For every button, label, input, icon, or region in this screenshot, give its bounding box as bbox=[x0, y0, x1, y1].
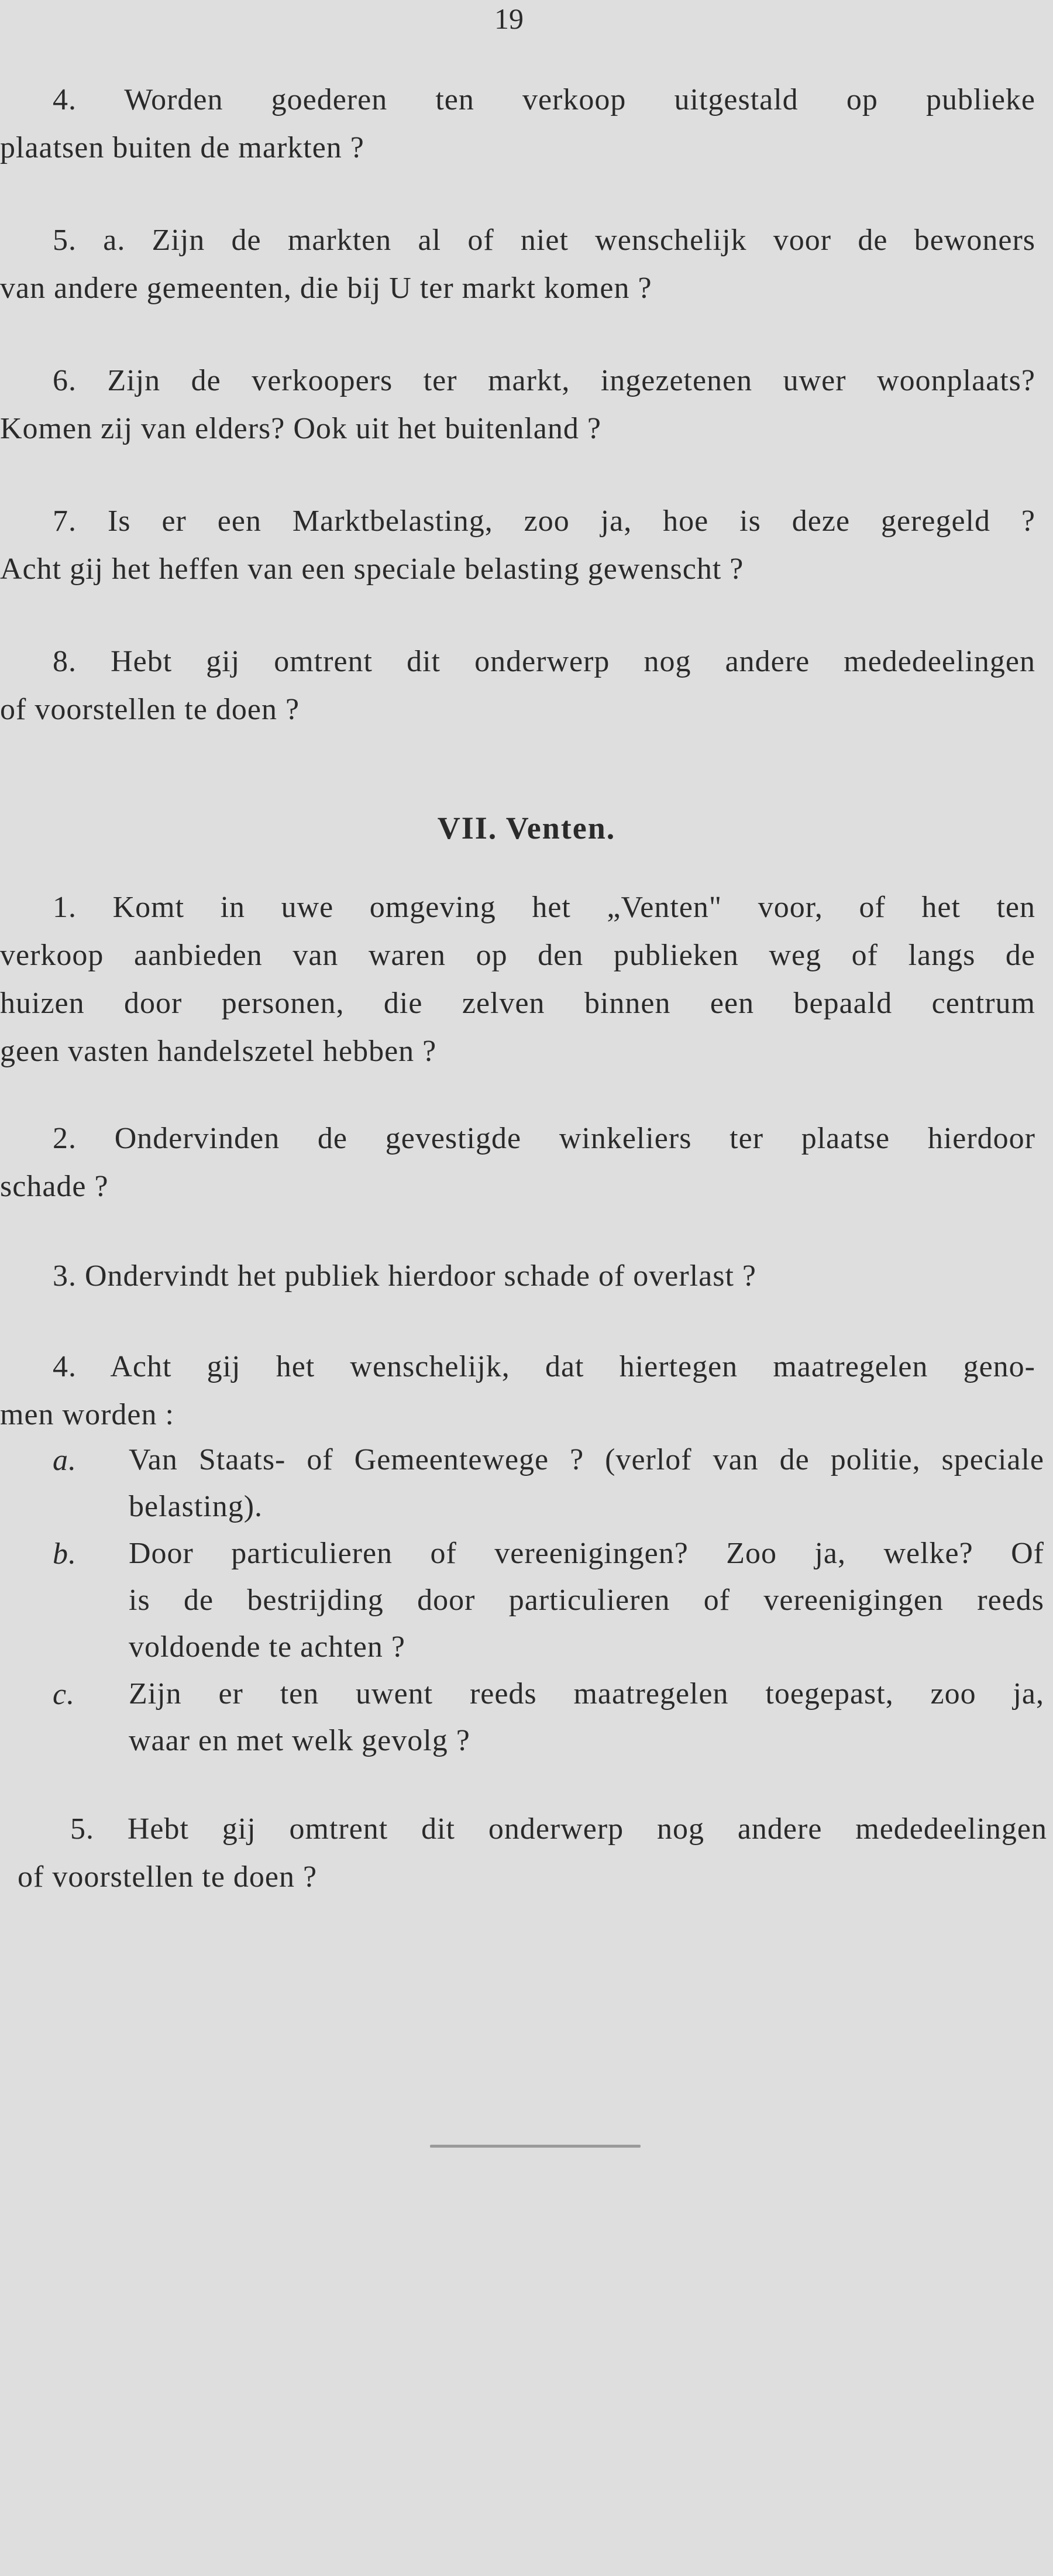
section-heading: VII. Venten. bbox=[437, 810, 616, 846]
question-3-venten bbox=[0, 1252, 1035, 1300]
question-line: van andere gemeenten, die bij U ter markt komen ? bbox=[0, 272, 652, 305]
question-line: 6. Zijn de verkoopers ter markt, ingezetenen uwer woonplaats? bbox=[53, 364, 1035, 397]
question-line: 7. Is er een Marktbelasting, zoo ja, hoe is deze geregeld ? bbox=[53, 504, 1035, 538]
sub-item-letter: a. bbox=[53, 1444, 77, 1477]
page-number: 19 bbox=[494, 2, 524, 35]
question-line: 1. Komt in uwe omgeving het „Venten" voor, of het ten bbox=[53, 891, 1035, 924]
sub-item-line: belasting). bbox=[129, 1490, 263, 1523]
sub-item-line: Zijn er ten uwent reeds maatregelen toegepast, zoo ja, bbox=[129, 1677, 1044, 1711]
question-2-venten bbox=[0, 1115, 1035, 1211]
closing-divider bbox=[430, 2145, 641, 2148]
question-8-markets bbox=[0, 638, 1035, 734]
question-line: of voorstellen te doen ? bbox=[0, 693, 300, 726]
question-line: geen vasten handelszetel hebben ? bbox=[0, 1035, 437, 1068]
question-1-venten bbox=[0, 884, 1035, 1076]
question-line: 5. a. Zijn de markten al of niet wenschelijk voor de bewoners bbox=[53, 224, 1035, 257]
question-6-markets bbox=[0, 357, 1035, 453]
question-4-markets bbox=[0, 76, 1035, 172]
sub-item-letter: b. bbox=[53, 1537, 77, 1571]
question-line: 3. Ondervindt het publiek hierdoor schade of overlast ? bbox=[53, 1259, 756, 1293]
question-line: 5. Hebt gij omtrent dit onderwerp nog andere mededeelingen bbox=[70, 1812, 1047, 1846]
sub-item-line: voldoende te achten ? bbox=[129, 1630, 405, 1664]
question-line: men worden : bbox=[0, 1398, 174, 1431]
question-line: 2. Ondervinden de gevestigde winkeliers ter plaatse hierdoor bbox=[53, 1122, 1035, 1155]
question-line: schade ? bbox=[0, 1170, 109, 1203]
question-line: 4. Acht gij het wenschelijk, dat hiertegen maatregelen geno- bbox=[53, 1350, 1035, 1383]
question-line: huizen door personen, die zelven binnen een bepaald centrum bbox=[0, 987, 1035, 1020]
question-4-venten bbox=[0, 1343, 1035, 1439]
question-5-venten bbox=[18, 1805, 1047, 1901]
sub-item-line: waar en met welk gevolg ? bbox=[129, 1724, 470, 1757]
question-line: Komen zij van elders? Ook uit het buitenland ? bbox=[0, 412, 601, 445]
question-5-markets bbox=[0, 217, 1035, 312]
question-line: plaatsen buiten de markten ? bbox=[0, 131, 364, 164]
question-line: of voorstellen te doen ? bbox=[18, 1860, 318, 1894]
question-7-markets bbox=[0, 497, 1035, 593]
question-line: verkoop aanbieden van waren op den publieken weg of langs de bbox=[0, 939, 1035, 972]
sub-item-line: is de bestrijding door particulieren of vereenigingen reeds bbox=[129, 1584, 1044, 1617]
sub-item-line: Van Staats- of Gemeentewege ? (verlof van de politie, speciale bbox=[129, 1443, 1044, 1476]
question-line: 8. Hebt gij omtrent dit onderwerp nog andere mededeelingen bbox=[53, 645, 1035, 678]
question-line: Acht gij het heffen van een speciale belasting gewenscht ? bbox=[0, 552, 744, 586]
sub-item-line: Door particulieren of vereenigingen? Zoo ja, welke? Of bbox=[129, 1537, 1044, 1570]
question-line: 4. Worden goederen ten verkoop uitgestald op publieke bbox=[53, 83, 1035, 116]
sub-item-letter: c. bbox=[53, 1678, 75, 1711]
